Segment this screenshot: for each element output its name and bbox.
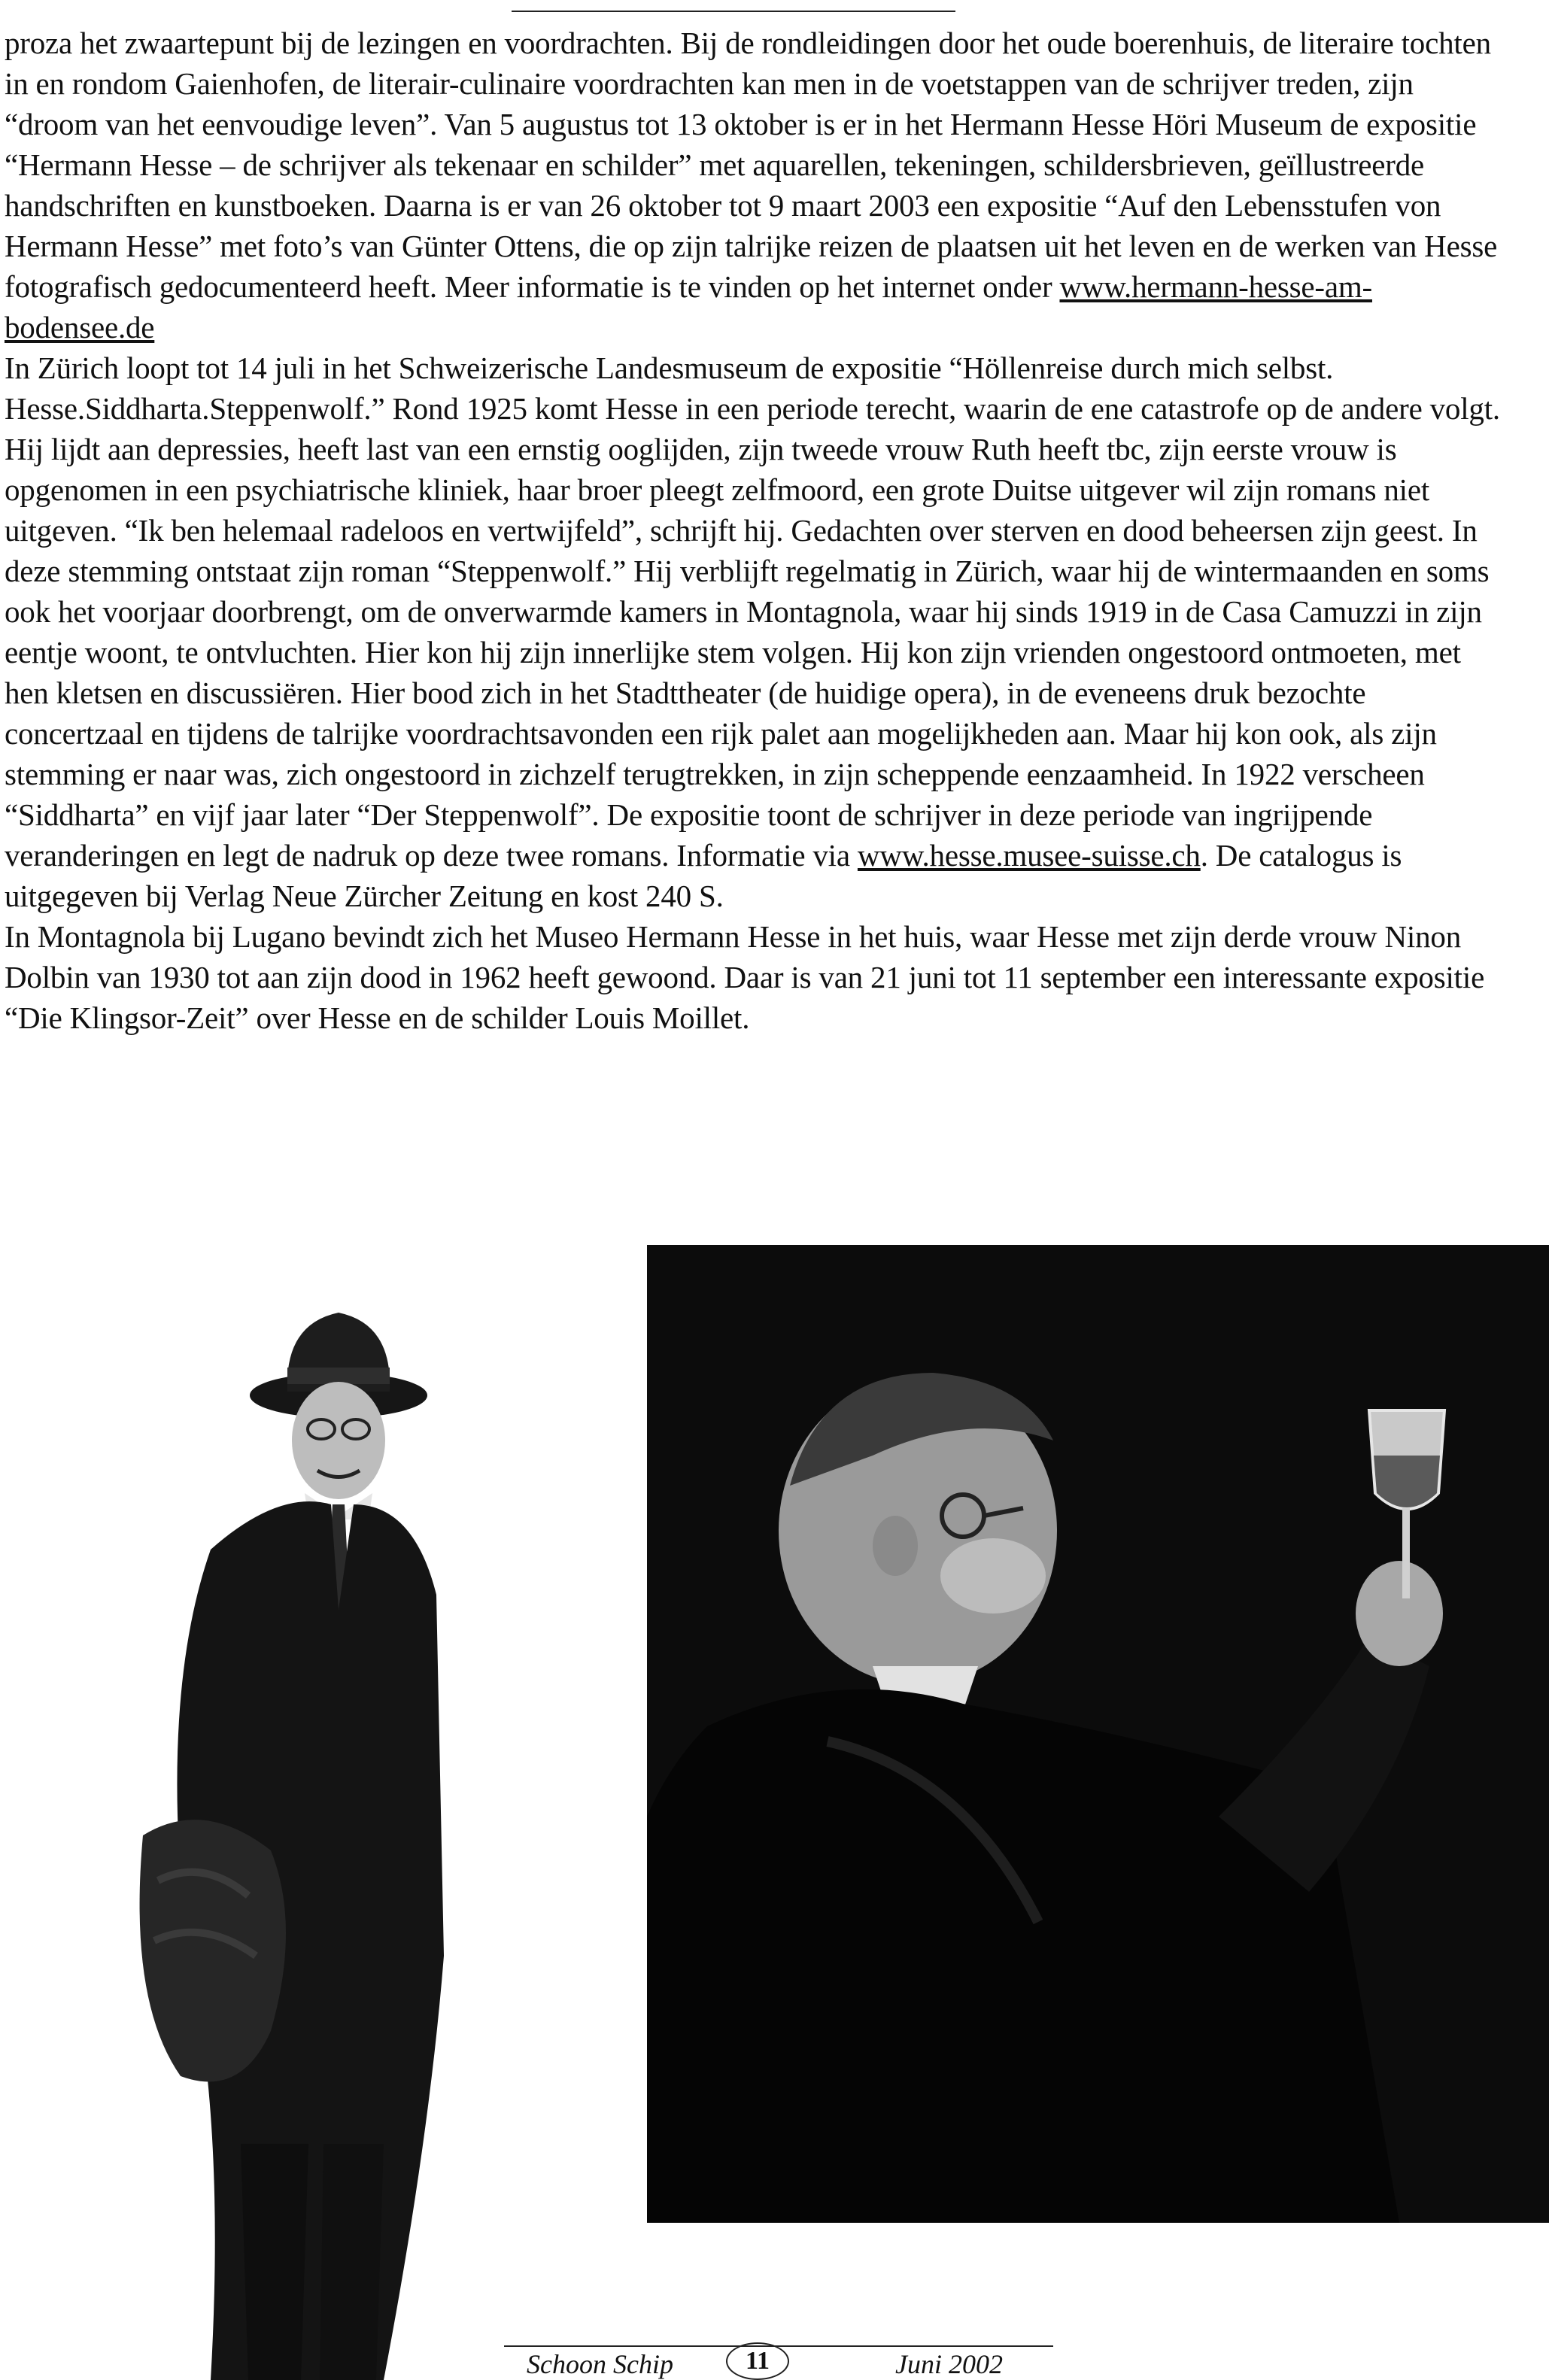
issue-date: Juni 2002	[895, 2349, 1003, 2379]
link-hesse-musee-suisse[interactable]: www.hesse.musee-suisse.ch	[857, 838, 1201, 873]
article-body	[5, 23, 1509, 1038]
paragraph-text: proza het zwaartepunt bij de lezingen en voordrachten. Bij de rondleidingen door het oude boerenhuis, de literaire tochten in en rondom Gaienhofen, de literair-culinaire voordrachten kan men in de voetstappen van de schrijver treden, zijn “droom van het eenvoudige leven”. Van 5 augustus tot 13 oktober is er in het Hermann Hesse Höri Museum de expositie “Hermann Hesse – de schrijver als tekenaar en schilder” met aquarellen, tekeningen, schildersbrieven, geïllustreerde handschriften en kunstboeken. Daarna is er van 26 oktober tot 9 maart 2003 een expositie “Auf den Lebensstufen von Hermann Hesse” met foto’s van Günter Ottens, die op zijn talrijke reizen de plaatsen uit het leven en de werken van Hesse fotografisch gedocumenteerd heeft. Meer informatie is te vinden op het internet onder	[5, 26, 1498, 304]
photo-hesse-wine-glass-drawing	[647, 1245, 1549, 2223]
paragraph-zurich	[5, 348, 1509, 916]
link-hermann-hesse-am-bodensee[interactable]: www.hermann-hesse-am-bodensee.de	[5, 269, 1372, 345]
photo-hesse-standing-drawing	[113, 1279, 489, 2380]
paragraph-gaienhofen	[5, 23, 1509, 348]
magazine-title: Schoon Schip	[527, 2349, 673, 2379]
page-footer	[519, 2348, 1061, 2380]
top-rule	[512, 11, 955, 12]
photo-hesse-wine-glass	[647, 1245, 1549, 2223]
photo-hesse-standing	[113, 1279, 489, 2380]
paragraph-montagnola: In Montagnola bij Lugano bevindt zich het Museo Hermann Hesse in het huis, waar Hesse met zijn derde vrouw Ninon Dolbin van 1930 tot aan zijn dood in 1962 heeft gewoond. Daar is van 21 juni tot 11 september een interessante expositie “Die Klingsor-Zeit” over Hesse en de schilder Louis Moillet.	[5, 919, 1485, 1035]
page-number: 11	[726, 2342, 789, 2380]
paragraph-text: . De catalogus is uitgegeven bij Verlag Neue Zürcher Zeitung en kost 240 S.	[5, 838, 1402, 913]
paragraph-text: In Zürich loopt tot 14 juli in het Schweizerische Landesmuseum de expositie “Höllenreise durch mich selbst. Hesse.Siddharta.Steppenwolf.” Rond 1925 komt Hesse in een periode terecht, waarin de ene catastrofe op de andere volgt. Hij lijdt aan depressies, heeft last van een ernstig ooglijden, zijn tweede vrouw Ruth heeft tbc, zijn eerste vrouw is opgenomen in een psychiatrische kliniek, haar broer pleegt zelfmoord, een grote Duitse uitgever wil zijn romans niet uitgeven. “Ik ben helemaal radeloos en vertwijfeld”, schrijft hij. Gedachten over sterven en dood beheersen zijn geest. In deze stemming ontstaat zijn roman “Steppenwolf.” Hij verblijft regelmatig in Zürich, waar hij de wintermaanden en soms ook het voorjaar doorbrengt, om de onverwarmde kamers in Montagnola, waar hij sinds 1919 in de Casa Camuzzi in zijn eentje woont, te ontvluchten. Hier kon hij zijn innerlijke stem volgen. Hij kon zijn vrienden ongestoord ontmoeten, met hen kletsen en discussiëren. Hier bood zich in het Stadttheater (de huidige opera), in de eveneens druk bezochte concertzaal en tijdens de talrijke voordrachtsavonden een rijk palet aan mogelijkheden aan. Maar hij kon ook, als zijn stemming er naar was, zich ongestoord in zichzelf terugtrekken, in zijn scheppende eenzaamheid. In 1922 verscheen “Siddharta” en vijf jaar later “Der Steppenwolf”. De expositie toont de schrijver in deze periode van ingrijpende veranderingen en legt de nadruk op deze twee romans. Informatie via	[5, 351, 1500, 873]
